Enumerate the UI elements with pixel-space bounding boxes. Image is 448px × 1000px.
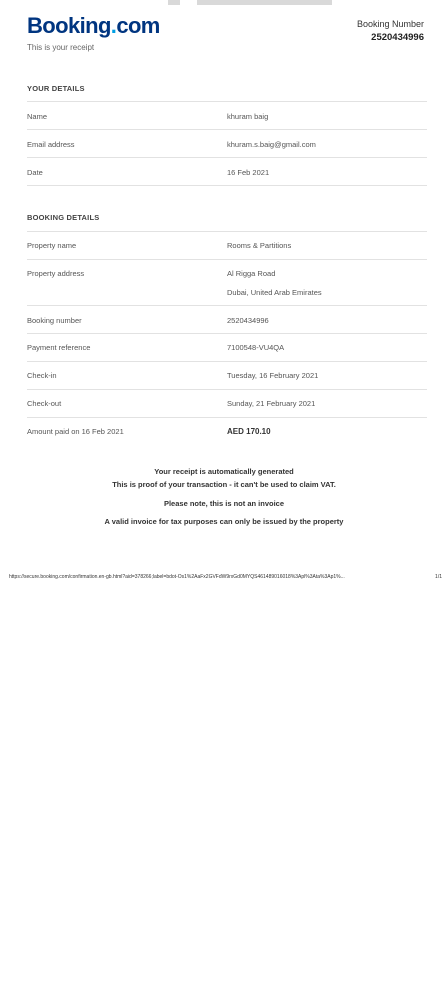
property-address-label: Property address: [27, 269, 85, 278]
receipt-note-not-invoice: Please note, this is not an invoice: [163, 499, 285, 508]
name-value: khuram baig: [227, 112, 269, 121]
receipt-subtitle: This is your receipt: [27, 43, 95, 52]
page-number: 1/1: [435, 574, 442, 580]
property-address-line1: Al Rigga Road: [227, 269, 276, 278]
receipt-note-auto-generated: Your receipt is automatically generated: [154, 467, 294, 476]
checkout-label: Check-out: [27, 399, 62, 408]
amount-paid-label: Amount paid on 16 Feb 2021: [27, 427, 124, 436]
date-value: 16 Feb 2021: [227, 168, 270, 177]
booking-logo: [27, 13, 160, 39]
booking-number-row-value: 2520434996: [227, 316, 269, 325]
booking-details-title: BOOKING DETAILS: [27, 213, 100, 222]
divider: [27, 129, 427, 130]
divider: [27, 259, 427, 260]
divider: [27, 101, 427, 102]
browser-address-stub: [197, 0, 332, 5]
property-address-line2: Dubai, United Arab Emirates: [227, 288, 322, 297]
payment-reference-label: Payment reference: [27, 343, 91, 352]
divider: [27, 185, 427, 186]
divider: [27, 333, 427, 334]
divider: [27, 231, 427, 232]
property-name-label: Property name: [27, 241, 77, 250]
amount-paid-value: AED 170.10: [227, 427, 271, 436]
name-label: Name: [27, 112, 48, 121]
receipt-note-valid-invoice: A valid invoice for tax purposes can only be issued by the property: [104, 517, 344, 526]
date-label: Date: [27, 168, 43, 177]
property-name-value: Rooms & Partitions: [227, 241, 292, 250]
receipt-note-proof: This is proof of your transaction - it can't be used to claim VAT.: [112, 480, 336, 489]
logo-com-text: com: [116, 13, 160, 38]
divider: [27, 305, 427, 306]
payment-reference-value: 7100548-VU4QA: [227, 343, 285, 352]
divider: [27, 389, 427, 390]
print-url: https://secure.booking.com/confirmation.en-gb.html?aid=378266;label=bdot-Os1%2AaFx2GVFdW9rxGd0MYQS461489016018%3Apl%3Ata%3Ap1%...: [9, 574, 345, 580]
checkin-label: Check-in: [27, 371, 57, 380]
logo-booking-text: Booking: [27, 13, 111, 38]
email-value: khuram.s.baig@gmail.com: [227, 140, 316, 149]
booking-number-row-label: Booking number: [27, 316, 82, 325]
divider: [27, 157, 427, 158]
divider: [27, 417, 427, 418]
booking-number-value: 2520434996: [371, 32, 424, 43]
browser-tab-stub: [168, 0, 180, 5]
browser-top-strip: [0, 0, 448, 6]
divider: [27, 361, 427, 362]
booking-number-label: Booking Number: [356, 19, 424, 29]
email-label: Email address: [27, 140, 75, 149]
checkin-value: Tuesday, 16 February 2021: [227, 371, 319, 380]
your-details-title: YOUR DETAILS: [27, 84, 85, 93]
logo-dot: .: [110, 13, 117, 38]
checkout-value: Sunday, 21 February 2021: [227, 399, 316, 408]
